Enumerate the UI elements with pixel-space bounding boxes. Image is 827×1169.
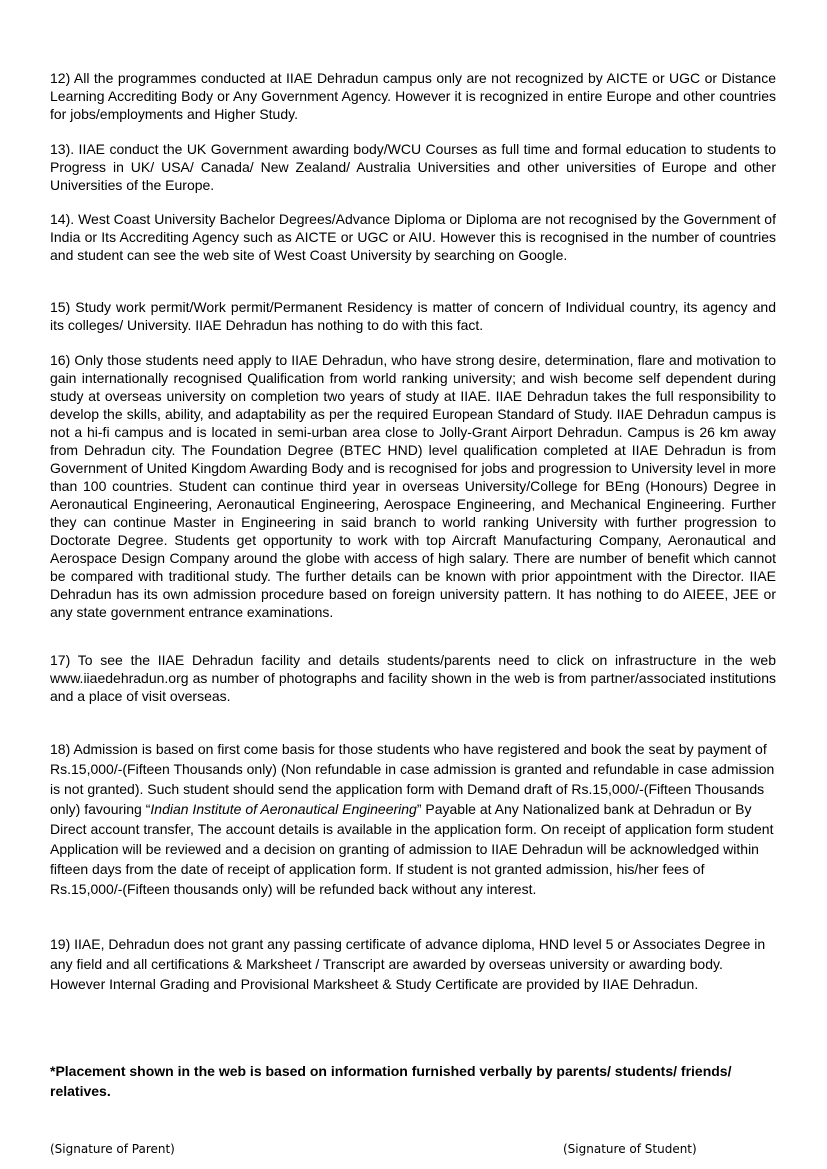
signature-parent-label: (Signature of Parent) [50,1142,175,1156]
clause-15: 15) Study work permit/Work permit/Permanent Residency is matter of concern of Individual country, its agency and its colleges/ University. IIAE Dehradun has nothing to do with this fact. [50,299,776,333]
clause-17: 17) To see the IIAE Dehradun facility and details students/parents need to click on infrastructure in the web www.iiaedehradun.org as number of photographs and facility shown in the web is from partner/associated institutions and a place of visit overseas. [50,652,776,704]
signature-student-label: (Signature of Student) [563,1142,697,1156]
clause-16: 16) Only those students need apply to IIAE Dehradun, who have strong desire, determination, flare and motivation to gain internationally recognised Qualification from world ranking university; and wish become self dependent during study at overseas university on completion two years of study at IIAE. IIAE Dehradun takes the full responsibility to develop the skills, ability, and adaptability as per the required European Standard of Study. IIAE Dehradun campus is not a hi-fi campus and is located in semi-urban area close to Jolly-Grant Airport Dehradun. Campus is 26 km away from Dehradun city. The Foundation Degree (BTEC HND) level qualification completed at IIAE Dehradun is from Government of United Kingdom Awarding Body and is recognised for jobs and progression to University level in more than 100 countries. Student can continue third year in overseas University/College for BEng (Honours) Degree in Aeronautical Engineering, Aeronautical Engineering, Aerospace Engineering, and Mechanical Engineering. Further they can continue Master in Engineering in said branch to world ranking University with further progression to Doctorate Degree. Students get opportunity to work with top Aircraft Manufacturing Company, Aeronautical and Aerospace Design Company around the globe with access of high salary. There are number of benefit which cannot be compared with traditional study. The further details can be known with prior appointment with the Director. IIAE Dehradun has its own admission procedure based on foreign university pattern. It has nothing to do AIEEE, JEE or any state government entrance examinations. [50,352,776,620]
clause-14: 14). West Coast University Bachelor Degrees/Advance Diploma or Diploma are not recognised by the Government of India or Its Accrediting Agency such as AICTE or UGC or AIU. However this is recognised in the number of countries and student can see the web site of West Coast University by searching on Google. [50,211,776,263]
clause-12: 12) All the programmes conducted at IIAE Dehradun campus only are not recognized by AICTE or UGC or Distance Learning Accrediting Body or Any Government Agency. However it is recognized in entire Europe and other countries for jobs/employments and Higher Study. [50,70,776,122]
institute-name: Indian Institute of Aeronautical Engineering [150,801,417,817]
clause-18 [50,739,776,899]
clause-18-text-a: 18) Admission is based on first come basis for those students who have registered and book the seat by payment of Rs.15,000/-(Fifteen Thousands only) (Non refundable in case admission is granted and refundable in case admission is not granted). Such student should send the application form with Demand draft of Rs.15,000/-(Fifteen Thousands only) favouring “ [50,741,775,817]
placement-note: *Placement shown in the web is based on information furnished verbally by parents/ students/ friends/ relatives. [50,1063,732,1099]
clause-13: 13). IIAE conduct the UK Government awarding body/WCU Courses as full time and formal education to students to Progress in UK/ USA/ Canada/ New Zealand/ Australia Universities and other universities of Europe and other Universities of the Europe. [50,141,776,193]
clause-18-text-b: ” Payable at Any Nationalized bank at Dehradun or By Direct account transfer, The account details is available in the application form. On receipt of application form student Application will be reviewed and a decision on granting of admission to IIAE Dehradun will be acknowledged within fifteen days from the date of receipt of application form. If student is not granted admission, his/her fees of Rs.15,000/-(Fifteen thousands only) will be refunded back without any interest. [50,801,774,897]
clause-19: 19) IIAE, Dehradun does not grant any passing certificate of advance diploma, HND level 5 or Associates Degree in any field and all certifications & Marksheet / Transcript are awarded by overseas university or awarding body. However Internal Grading and Provisional Marksheet & Study Certificate are provided by IIAE Dehradun. [50,936,766,992]
